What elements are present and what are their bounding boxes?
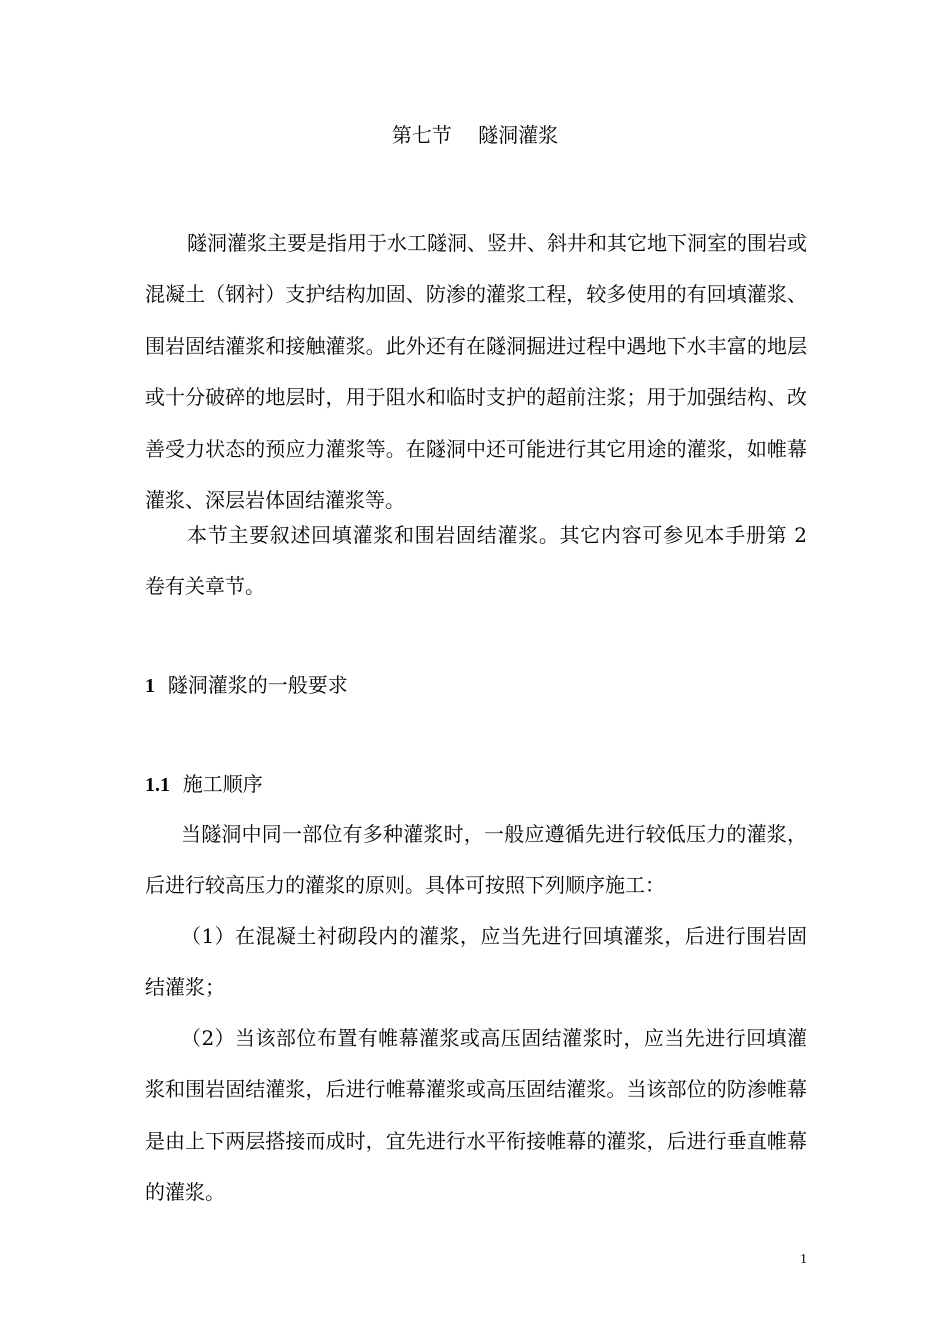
page-number: 1 — [800, 1252, 807, 1267]
order-item-1: （1）在混凝土衬砌段内的灌浆，应当先进行回填灌浆，后进行围岩固结灌浆； — [145, 924, 807, 1000]
heading-1-1-number: 1.1 — [145, 774, 170, 796]
construction-order-paragraph: 当隧洞中同一部位有多种灌浆时，一般应遵循先进行较低压力的灌浆，后进行较高压力的灌浆的原则。具体可按照下列顺序施工： — [145, 822, 807, 898]
heading-1-1 — [145, 767, 263, 802]
heading-1-text: 隧洞灌浆的一般要求 — [167, 673, 348, 697]
heading-1-number: 1 — [145, 675, 155, 697]
intro-paragraph-1: 隧洞灌浆主要是指用于水工隧洞、竖井、斜井和其它地下洞室的围岩或混凝土（钢衬）支护结构加固、防渗的灌浆工程，较多使用的有回填灌浆、围岩固结灌浆和接触灌浆。此外还有在隧洞掘进过程中遇地下水丰富的地层或十分破碎的地层时，用于阻水和临时支护的超前注浆；用于加强结构、改善受力状态的预应力灌浆等。在隧洞中还可能进行其它用途的灌浆，如帷幕灌浆、深层岩体固结灌浆等。 — [145, 231, 807, 513]
heading-1 — [145, 668, 348, 703]
heading-1-1-text: 施工顺序 — [182, 772, 263, 796]
section-title: 第七节 隧洞灌浆 — [391, 123, 559, 147]
intro-paragraph-2: 本节主要叙述回填灌浆和围岩固结灌浆。其它内容可参见本手册第 2 卷有关章节。 — [145, 523, 807, 599]
order-item-2: （2）当该部位布置有帷幕灌浆或高压固结灌浆时，应当先进行回填灌浆和围岩固结灌浆，后进行帷幕灌浆或高压固结灌浆。当该部位的防渗帷幕是由上下两层搭接而成时，宜先进行水平衔接帷幕的灌浆，后进行垂直帷幕的灌浆。 — [145, 1026, 807, 1205]
